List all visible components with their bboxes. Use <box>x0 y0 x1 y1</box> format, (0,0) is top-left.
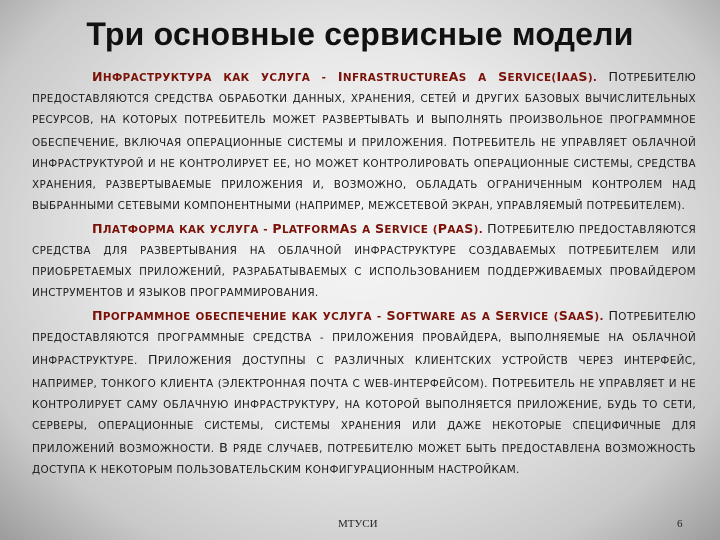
section-saas <box>32 305 696 481</box>
section-paas <box>32 218 696 304</box>
section-heading: ИНФРАСТРУКТУРА КАК УСЛУГА - INFRASTRUCTUREAS A SERVICE(IAAS). <box>92 69 598 84</box>
section-text: ПОТРЕБИТЕЛЮ ПРЕДОСТАВЛЯЮТСЯ СРЕДСТВА ОБРАБОТКИ ДАННЫХ, ХРАНЕНИЯ, СЕТЕЙ И ДРУГИХ БАЗОВЫХ ВЫЧИСЛИТЕЛЬНЫХ РЕСУРСОВ, НА КОТОРЫХ ПОТРЕБИТЕЛЬ МОЖЕТ РАЗВЕРТЫВАТЬ И ВЫПОЛНЯТЬ ПРОИЗВОЛЬНОЕ ПРОГРАММНОЕ ОБЕСПЕЧЕНИЕ, ВКЛЮЧАЯ ОПЕРАЦИОННЫЕ СИСТЕМЫ И ПРИЛОЖЕНИЯ. ПОТРЕБИТЕЛЬ НЕ УПРАВЛЯЕТ ОБЛАЧНОЙ ИНФРАСТРУКТУРОЙ И НЕ КОНТРОЛИРУЕТ ЕЕ, НО МОЖЕТ КОНТРОЛИРОВАТЬ ОПЕРАЦИОННЫЕ СИСТЕМЫ, СРЕДСТВА ХРАНЕНИЯ, РАЗВЕРТЫВАЕМЫЕ ПРИЛОЖЕНИЯ И, ВОЗМОЖНО, ОБЛАДАТЬ ОГРАНИЧЕННЫМ КОНТРОЛЕМ НАД ВЫБРАННЫМИ СЕТЕВЫМИ КОМПОНЕНТНЫМИ (НАПРИМЕР, МЕЖСЕТЕВОЙ ЭКРАН, УПРАВЛЯЕМЫЙ ПОТРЕБИТЕЛЕМ). <box>32 69 697 212</box>
slide-title: Три основные сервисные модели <box>86 16 634 52</box>
section-text: ПОТРЕБИТЕЛЮ ПРЕДОСТАВЛЯЮТСЯ ПРОГРАММНЫЕ СРЕДСТВА - ПРИЛОЖЕНИЯ ПРОВАЙДЕРА, ВЫПОЛНЯЕМЫЕ НА ОБЛАЧНОЙ ИНФРАСТРУКТУРЕ. ПРИЛОЖЕНИЯ ДОСТУПНЫ С РАЗЛИЧНЫХ КЛИЕНТСКИХ УСТРОЙСТВ ЧЕРЕЗ ИНТЕРФЕЙС, НАПРИМЕР, ТОНКОГО КЛИЕНТА (ЭЛЕКТРОННАЯ ПОЧТА С WEB-ИНТЕРФЕЙСОМ). ПОТРЕБИТЕЛЬ НЕ УПРАВЛЯЕТ И НЕ КОНТРОЛИРУЕТ САМУ ОБЛАЧНУЮ ИНФРАСТРУКТУРУ, НА КОТОРОЙ ВЫПОЛНЯЕТСЯ ПРИЛОЖЕНИЕ, БУДЬ ТО СЕТИ, СЕРВЕРЫ, ОПЕРАЦИОННЫЕ СИСТЕМЫ, СИСТЕМЫ ХРАНЕНИЯ ИЛИ ДАЖЕ НЕКОТОРЫЕ СПЕЦИФИЧНЫЕ ДЛЯ ПРИЛОЖЕНИЙ ВОЗМОЖНОСТИ. В РЯДЕ СЛУЧАЕВ, ПОТРЕБИТЕЛЮ МОЖЕТ БЫТЬ ПРЕДОСТАВЛЕНА ВОЗМОЖНОСТЬ ДОСТУПА К НЕКОТОРЫМ ПОЛЬЗОВАТЕЛЬСКИМ КОНФИГУРАЦИОННЫМ НАСТРОЙКАМ. <box>32 308 697 476</box>
footer-org: МТУСИ <box>338 518 378 530</box>
section-iaas <box>32 66 696 217</box>
page-number: 6 <box>677 518 683 530</box>
section-heading: ПЛАТФОРМА КАК УСЛУГА - PLATFORMAS A SERVICE (PAAS). <box>92 221 484 236</box>
section-heading: ПРОГРАММНОЕ ОБЕСПЕЧЕНИЕ КАК УСЛУГА - SOFTWARE AS A SERVICE (SAAS). <box>92 308 604 323</box>
section-text: ПОТРЕБИТЕЛЮ ПРЕДОСТАВЛЯЮТСЯ СРЕДСТВА ДЛЯ РАЗВЕРТЫВАНИЯ НА ОБЛАЧНОЙ ИНФРАСТРУКТУРЕ СОЗДАВАЕМЫХ ПОТРЕБИТЕЛЕМ ИЛИ ПРИОБРЕТАЕМЫХ ПРИЛОЖЕНИЙ, РАЗРАБАТЫВАЕМЫХ С ИСПОЛЬЗОВАНИЕМ ПОДДЕРЖИВАЕМЫХ ПРОВАЙДЕРОМ ИНСТРУМЕНТОВ И ЯЗЫКОВ ПРОГРАММИРОВАНИЯ. <box>32 221 697 299</box>
slide-body <box>32 66 696 481</box>
